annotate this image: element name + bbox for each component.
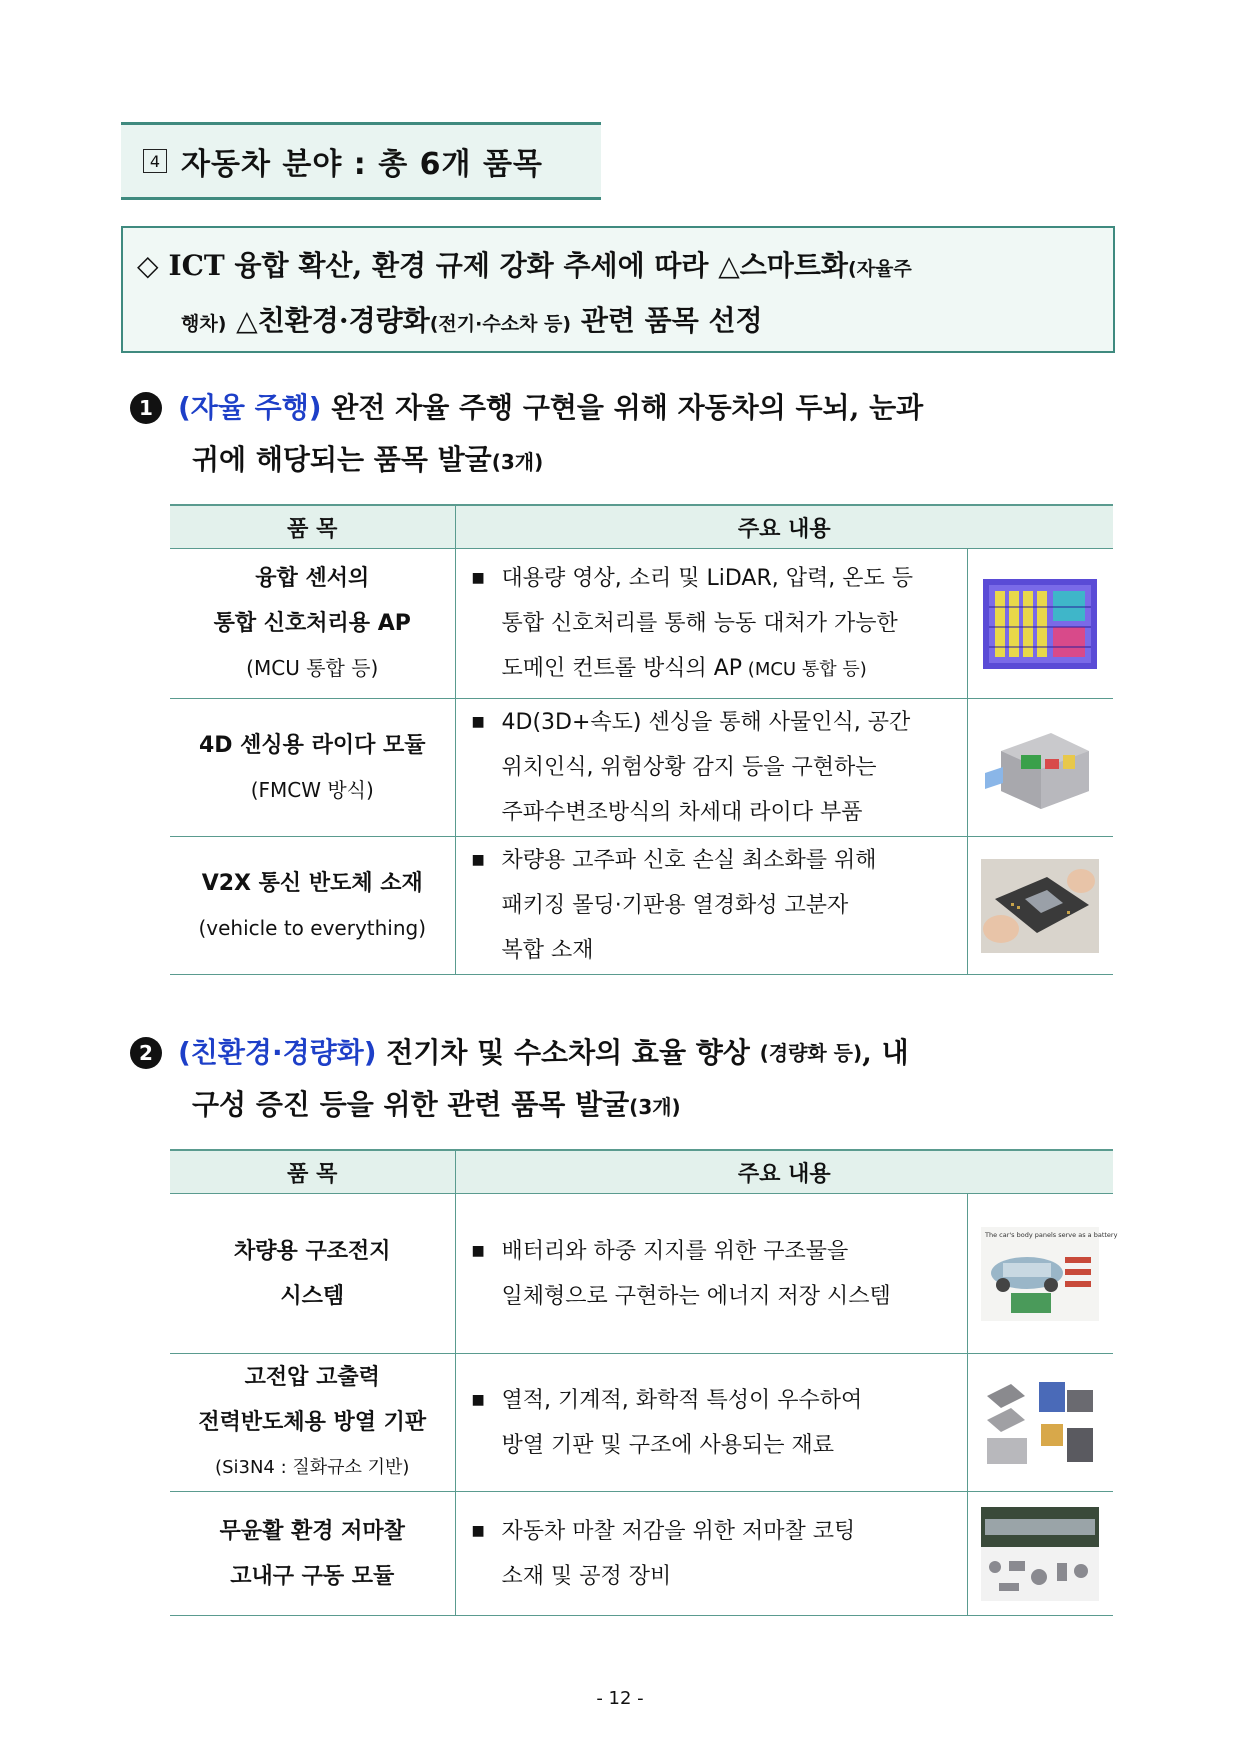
table2-header-item: 품 목 — [170, 1150, 455, 1194]
item2-line1-small: (경량화 등) — [759, 1041, 863, 1065]
table-row — [170, 549, 1113, 699]
item-name: 차량용 구조전지 시스템 — [170, 1194, 455, 1354]
bullet-icon: ■ — [471, 569, 485, 586]
item-description: ■ 배터리와 하중 지지를 위한 구조물을 일체형으로 구현하는 에너지 저장 시스템 — [455, 1194, 967, 1354]
item-description: ■ 자동차 마찰 저감을 위한 저마찰 코팅 소재 및 공정 장비 — [455, 1492, 967, 1616]
section-number: 4 — [143, 149, 167, 173]
summary-line2-small1: 행차) — [181, 313, 227, 335]
item1-count: (3개) — [491, 450, 544, 474]
summary-line2-main2: 관련 품목 선정 — [580, 304, 763, 337]
table1-header-item: 품 목 — [170, 505, 455, 549]
section-title: 자동차 분야 : 총 6개 품목 — [181, 147, 543, 182]
item1-line1: 완전 자율 주행 구현을 위해 자동차의 두뇌, 눈과 — [331, 391, 924, 424]
diamond-icon: ◇ — [137, 249, 159, 282]
table-eco — [170, 1149, 1118, 1616]
summary-line2-main1: △친환경·경량화 — [236, 304, 430, 337]
item-description: ■ 열적, 기계적, 화학적 특성이 우수하여 방열 기판 및 구조에 사용되는 재료 — [455, 1354, 967, 1492]
table-row — [170, 1194, 1113, 1354]
chip-die-image — [981, 577, 1099, 671]
page-number: - 12 - — [596, 1688, 644, 1709]
item-name: 4D 센싱용 라이다 모듈 (FMCW 방식) — [170, 699, 455, 837]
item2-line1b: , 내 — [862, 1036, 909, 1069]
item1-heading — [130, 382, 1120, 488]
summary-line1-small: (자율주 — [847, 258, 912, 280]
bullet-icon: ■ — [471, 714, 485, 730]
item2-line1a: 전기차 및 수소차의 효율 향상 — [386, 1036, 750, 1069]
item1-line2: 귀에 해당되는 품목 발굴 — [192, 443, 492, 476]
bullet-icon: ■ — [471, 1522, 485, 1539]
item1-number: 1 — [130, 392, 162, 424]
item2-line2: 구성 증진 등을 위한 관련 품목 발굴 — [192, 1088, 630, 1121]
item-name: 무윤활 환경 저마찰 고내구 구동 모듈 — [170, 1492, 455, 1616]
heat-dissipation-substrate-image — [981, 1376, 1099, 1470]
item-description: ■ 4D(3D+속도) 센싱을 통해 사물인식, 공간 위치인식, 위험상황 감지 등을 구현하는 주파수변조방식의 차세대 라이다 부품 — [455, 699, 967, 837]
item-name: V2X 통신 반도체 소재 (vehicle to everything) — [170, 837, 455, 975]
table-row — [170, 1492, 1113, 1616]
item2-tag: (친환경·경량화) — [178, 1036, 377, 1069]
semiconductor-package-image — [981, 859, 1099, 953]
table-row — [170, 699, 1113, 837]
summary-box — [121, 226, 1115, 353]
summary-line1: ICT 융합 확산, 환경 규제 강화 추세에 따라 △스마트화 — [168, 249, 848, 282]
low-friction-module-image — [981, 1507, 1099, 1601]
item-description: ■ 차량용 고주파 신호 손실 최소화를 위해 패키징 몰딩·기판용 열경화성 고분자 복합 소재 — [455, 837, 967, 975]
table-row — [170, 1354, 1113, 1492]
svg-text:The car's body panels serve as: The car's body panels serve as a battery — [985, 1230, 1118, 1239]
summary-line2-small2: (전기·수소차 등) — [429, 313, 572, 335]
section-header — [121, 122, 601, 200]
lidar-module-image — [981, 721, 1099, 815]
table2-header-content: 주요 내용 — [455, 1150, 1113, 1194]
table1-header-content: 주요 내용 — [455, 505, 1113, 549]
bullet-icon: ■ — [471, 852, 485, 868]
bullet-icon: ■ — [471, 1242, 485, 1259]
table-autonomous — [170, 504, 1113, 975]
item2-count: (3개) — [629, 1095, 681, 1119]
item-name: 융합 센서의 통합 신호처리용 AP (MCU 통합 등) — [170, 549, 455, 699]
item-name: 고전압 고출력 전력반도체용 방열 기판 (Si3N4 : 질화규소 기반) — [170, 1354, 455, 1492]
table-row — [170, 837, 1113, 975]
item2-number: 2 — [130, 1037, 162, 1069]
item-description: ■ 대용량 영상, 소리 및 LiDAR, 압력, 온도 등 통합 신호처리를 통해 능동 대처가 가능한 도메인 컨트롤 방식의 AP (MCU 통합 등) — [455, 549, 967, 699]
item1-tag: (자율 주행) — [178, 391, 322, 424]
bullet-icon: ■ — [471, 1391, 485, 1408]
structural-battery-image — [981, 1227, 1118, 1321]
item2-heading — [130, 1027, 1120, 1133]
